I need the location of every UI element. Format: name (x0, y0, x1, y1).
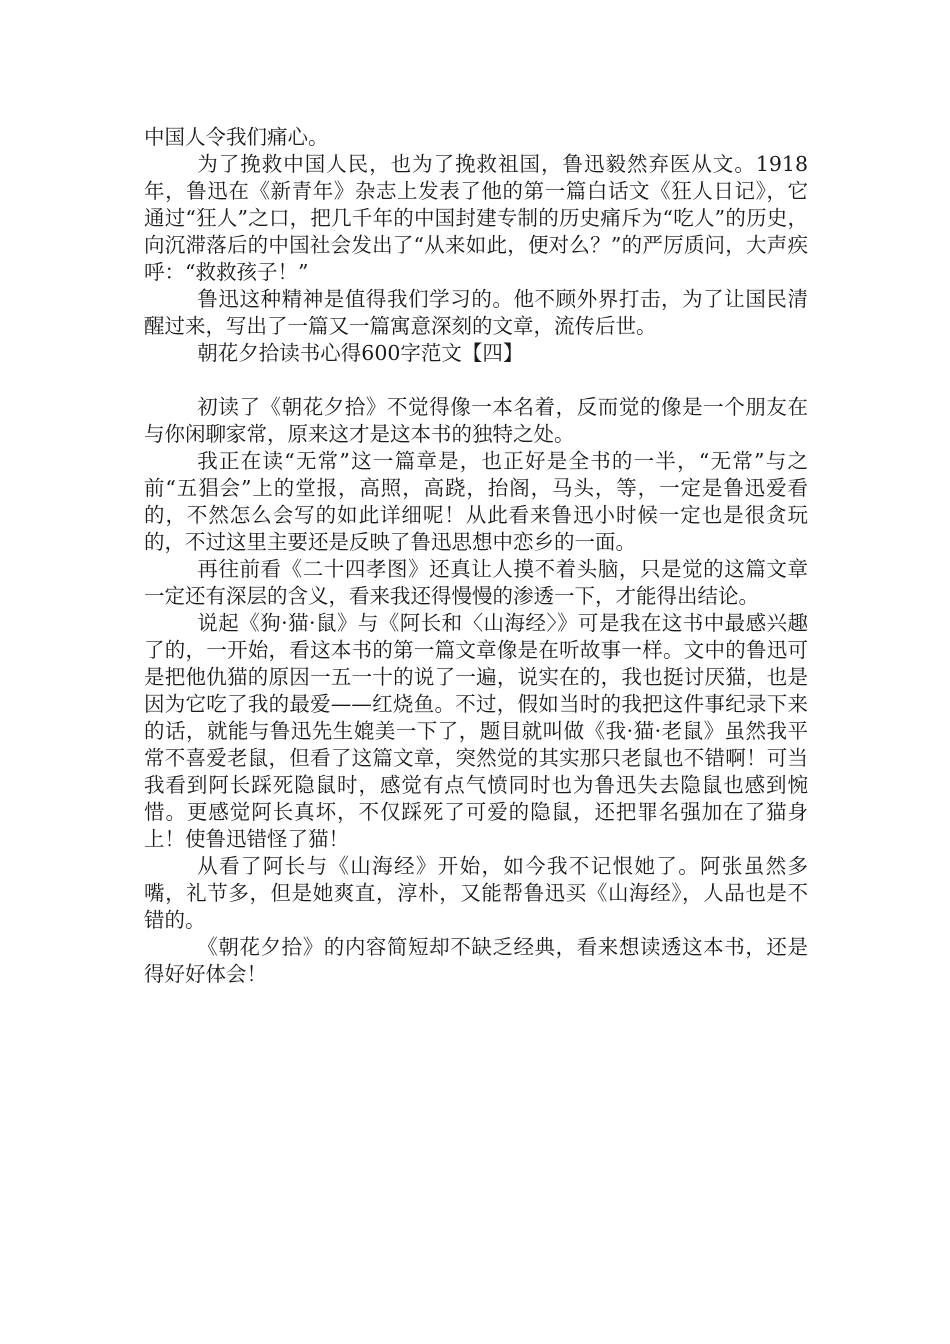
blank-line (144, 367, 808, 394)
paragraph: 说起《狗·猫·鼠》与《阿长和〈山海经〉》可是我在这书中最感兴趣了的，一开始，看这本书的第一篇文章像是在听故事一样。文中的鲁迅可是把他仇猫的原因一五一十的说了一遍，说实在的，我也挺讨厌猫，也是因为它吃了我的最爱——红烧鱼。不过，假如当时的我把这件事纪录下来的话，就能与鲁迅先生媲美一下了，题目就叫做《我·猫·老鼠》虽然我平常不喜爱老鼠，但看了这篇文章，突然觉的其实那只老鼠也不错啊！可当我看到阿长踩死隐鼠时，感觉有点气愤同时也为鲁迅失去隐鼠也感到惋惜。更感觉阿长真坏，不仅踩死了可爱的隐鼠，还把罪名强加在了猫身上！使鲁迅错怪了猫！ (144, 611, 808, 851)
paragraph: 《朝花夕拾》的内容简短却不缺乏经典，看来想读透这本书，还是得好好体会！ (144, 935, 808, 986)
paragraph: 为了挽救中国人民，也为了挽救祖国，鲁迅毅然弃医从文。1918年，鲁迅在《新青年》杂志上发表了他的第一篇白话文《狂人日记》，它通过“狂人”之口，把几千年的中国封建专制的历史痛斥为“吃人”的历史，向沉滞落后的中国社会发出了“从来如此，便对么？”的严厉质问，大声疾呼：“救救孩子！” (144, 152, 808, 284)
paragraph: 初读了《朝花夕拾》不觉得像一本名着，反而觉的像是一个朋友在与你闲聊家常，原来这才是这本书的独特之处。 (144, 395, 808, 446)
document-body (144, 124, 808, 988)
paragraph: 从看了阿长与《山海经》开始，如今我不记恨她了。阿张虽然多嘴，礼节多，但是她爽直，淳朴，又能帮鲁迅买《山海经》，人品也是不错的。 (144, 854, 808, 932)
paragraph-continuation: 中国人令我们痛心。 (144, 125, 329, 149)
paragraph: 再往前看《二十四孝图》还真让人摸不着头脑，只是觉的这篇文章一定还有深层的含义，看来我还得慢慢的渗透一下，才能得出结论。 (144, 557, 808, 608)
paragraph: 鲁迅这种精神是值得我们学习的。他不顾外界打击，为了让国民清醒过来，写出了一篇又一篇寓意深刻的文章，流传后世。 (144, 287, 808, 338)
paragraph: 我正在读“无常”这一篇章是，也正好是全书的一半，“无常”与之前“五猖会”上的堂报，高照，高跷，抬阁，马头，等，一定是鲁迅爱看的，不然怎么会写的如此详细呢！从此看来鲁迅小时候一定也是很贪玩的，不过这里主要还是反映了鲁迅思想中恋乡的一面。 (144, 449, 808, 554)
section-heading: 朝花夕拾读书心得600字范文【四】 (197, 341, 524, 365)
